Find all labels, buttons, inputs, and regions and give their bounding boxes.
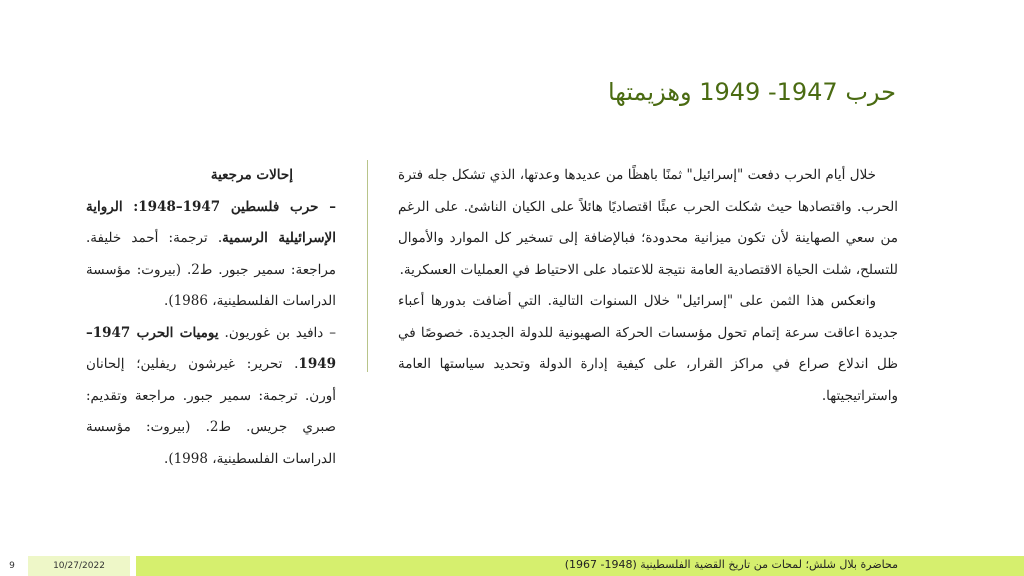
reference-title: يوميات الحرب 1947– 1949 (86, 324, 336, 372)
footer-lecture-title: محاضرة بلال شلش؛ لمحات من تاريخ القضية الفلسطينية (1948- 1967) (564, 558, 898, 571)
footer-date: 10/27/2022 (28, 556, 130, 576)
slide-title: حرب 1947- 1949 وهزيمتها (607, 78, 896, 106)
reference-details: . تحرير: غيرشون ريفلين؛ إلحانان أورن. ترجمة: سمير جبور. مراجعة وتقديم: صبري جريس. ط2. (بيروت: مؤسسة الدراسات الفلسطينية، 1998). (86, 356, 336, 467)
main-text (398, 160, 898, 412)
references-heading: إحالات مرجعية (210, 167, 293, 183)
footer-bar (136, 556, 1024, 576)
reference-item (86, 318, 336, 476)
reference-details: . ترجمة: أحمد خليفة. مراجعة: سمير جبور. ط2. (بيروت: مؤسسة الدراسات الفلسطينية، 1986). (86, 230, 336, 309)
reference-item (86, 192, 336, 318)
column-divider (367, 160, 368, 372)
main-paragraph-1: خلال أيام الحرب دفعت "إسرائيل" ثمنًا باهظًا من عديدها وعدتها، الذي تشكل جله فترة الحرب. واقتصادها حيث شكلت الحرب عبئًا اقتصاديًا هائلاً على الكيان الناشئ. على الرغم من سعي الصهاينة لأن تكون ميزانية محدودة؛ فبالإضافة إلى تسخير كل الموارد والأموال للتسلح، شلت الحياة الاقتصادية العامة نتيجة للاعتماد على الاحتياط في العمليات العسكرية. (398, 167, 898, 278)
reference-author: – دافيد بن غوريون. (218, 324, 336, 341)
reference-title: – حرب فلسطين 1947–1948: الرواية الإسرائيلية الرسمية (86, 198, 336, 246)
references-column (86, 160, 336, 475)
page-number: 9 (9, 561, 15, 571)
main-paragraph-2: وانعكس هذا الثمن على "إسرائيل" خلال السنوات التالية. التي أضافت بدورها أعباء جديدة اعاقت سرعة إتمام تحول مؤسسات الحركة الصهيونية للدولة الجديدة. خصوصًا في ظل اندلاع صراع في مراكز القرار، على كيفية إدارة الدولة وتحديد سياستها العامة واستراتيجيتها. (398, 293, 898, 404)
